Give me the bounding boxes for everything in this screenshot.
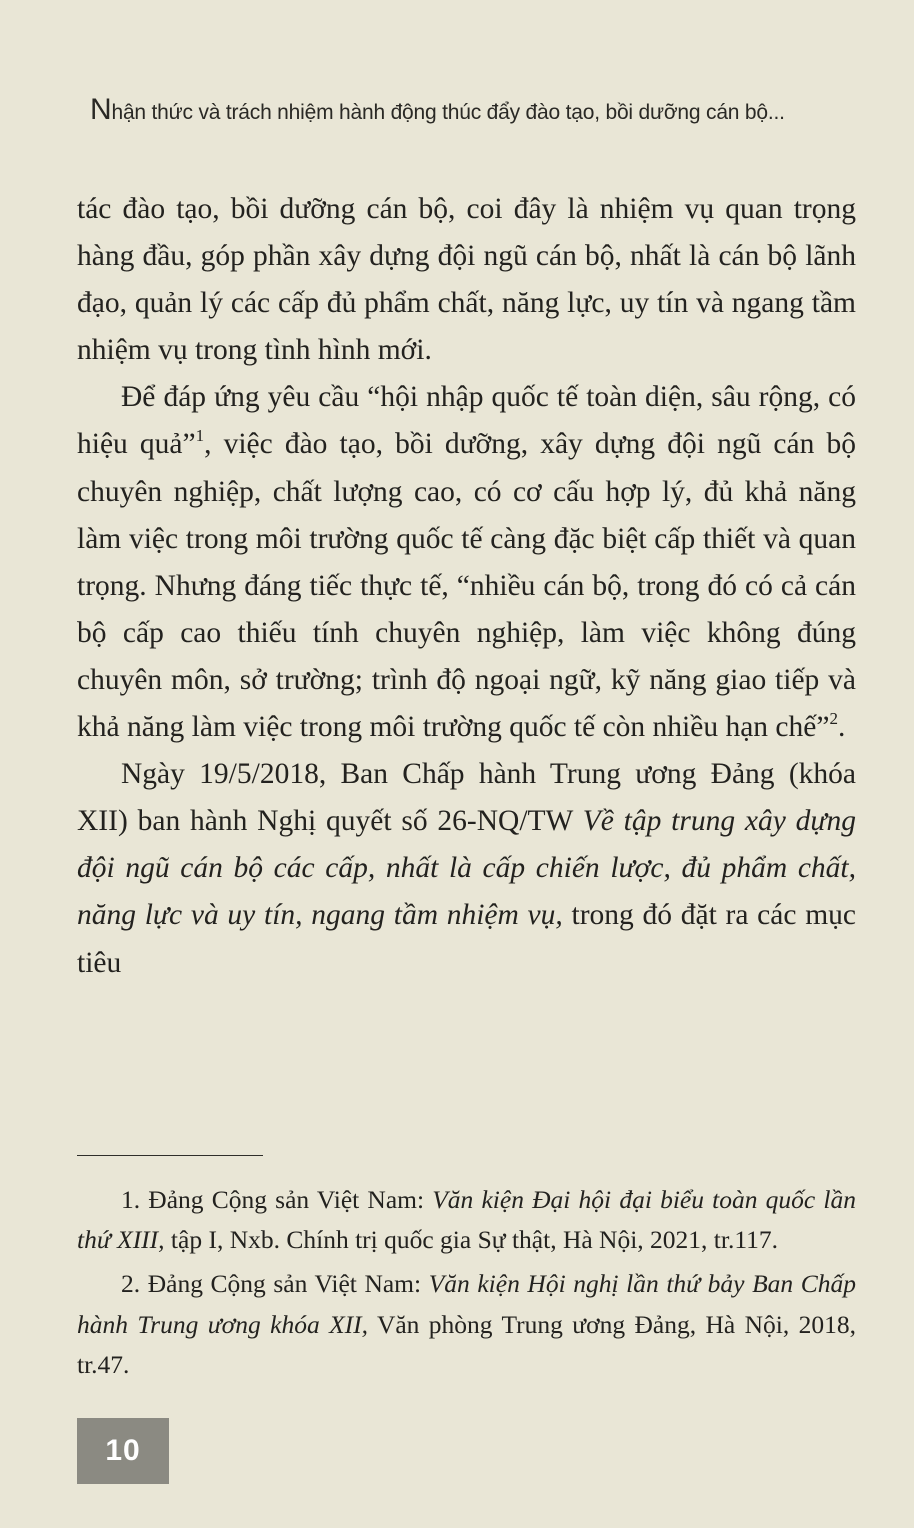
running-header-text: hận thức và trách nhiệm hành động thúc đẩy đào tạo, bồi dưỡng cán bộ... bbox=[111, 101, 785, 124]
page-number: 10 bbox=[77, 1418, 169, 1484]
running-header-initial: N bbox=[90, 93, 112, 126]
footnote-2-details: Văn phòng Trung ương Đảng, Hà Nội, 2018, tr.47. bbox=[77, 1309, 856, 1379]
footnote-ref-2: 2 bbox=[829, 709, 838, 729]
paragraph-3-part-b: trong đó đặt ra các mục tiêu bbox=[77, 899, 856, 979]
resolution-title: Về tập trung xây dựng đội ngũ cán bộ các cấp, nhất là cấp chiến lược, đủ phẩm chất, năng lực và uy tín, ngang tầm nhiệm vụ, bbox=[77, 805, 856, 932]
footnote-1 bbox=[77, 1180, 856, 1260]
footnote-2-title: Văn kiện Hội nghị lần thứ bảy Ban Chấp hành Trung ương khóa XII, bbox=[77, 1269, 856, 1339]
paragraph-2-part-b: , việc đào tạo, bồi dưỡng, xây dựng đội ngũ cán bộ chuyên nghiệp, chất lượng cao, có cơ cấu hợp lý, đủ khả năng làm việc trong môi trường quốc tế càng đặc biệt cấp thiết và quan trọng. Nhưng đáng tiếc thực tế, “nhiều cán bộ, trong đó có cả cán bộ cấp cao thiếu tính chuyên nghiệp, làm việc không đúng chuyên môn, sở trường; trình độ ngoại ngữ, kỹ năng giao tiếp và khả năng làm việc trong môi trường quốc tế còn nhiều hạn chế” bbox=[77, 428, 856, 744]
paragraph-2-part-c: . bbox=[837, 711, 846, 744]
paragraph-2-part-a: Để đáp ứng yêu cầu “hội nhập quốc tế toàn diện, sâu rộng, có hiệu quả” bbox=[77, 381, 856, 461]
paragraph-3-part-a: Ngày 19/5/2018, Ban Chấp hành Trung ương Đảng (khóa XII) ban hành Nghị quyết số 26-NQ/TW bbox=[77, 758, 856, 838]
footnotes bbox=[77, 1180, 856, 1389]
footnote-divider bbox=[77, 1155, 263, 1156]
running-header bbox=[90, 95, 870, 125]
main-text bbox=[77, 186, 856, 987]
paragraph-3 bbox=[77, 751, 856, 986]
footnote-2 bbox=[77, 1264, 856, 1385]
footnote-1-author: 1. Đảng Cộng sản Việt Nam: bbox=[121, 1185, 433, 1214]
paragraph-2 bbox=[77, 374, 856, 751]
footnote-1-details: tập I, Nxb. Chính trị quốc gia Sự thật, Hà Nội, 2021, tr.117. bbox=[164, 1225, 779, 1255]
paragraph-1: tác đào tạo, bồi dưỡng cán bộ, coi đây là nhiệm vụ quan trọng hàng đầu, góp phần xây dựng đội ngũ cán bộ, nhất là cán bộ lãnh đạo, quản lý các cấp đủ phẩm chất, năng lực, uy tín và ngang tầm nhiệm vụ trong tình hình mới. bbox=[77, 193, 856, 367]
footnote-2-author: 2. Đảng Cộng sản Việt Nam: bbox=[121, 1269, 429, 1299]
footnote-ref-1: 1 bbox=[195, 426, 205, 446]
footnote-1-title: Văn kiện Đại hội đại biểu toàn quốc lần thứ XIII, bbox=[77, 1185, 857, 1255]
